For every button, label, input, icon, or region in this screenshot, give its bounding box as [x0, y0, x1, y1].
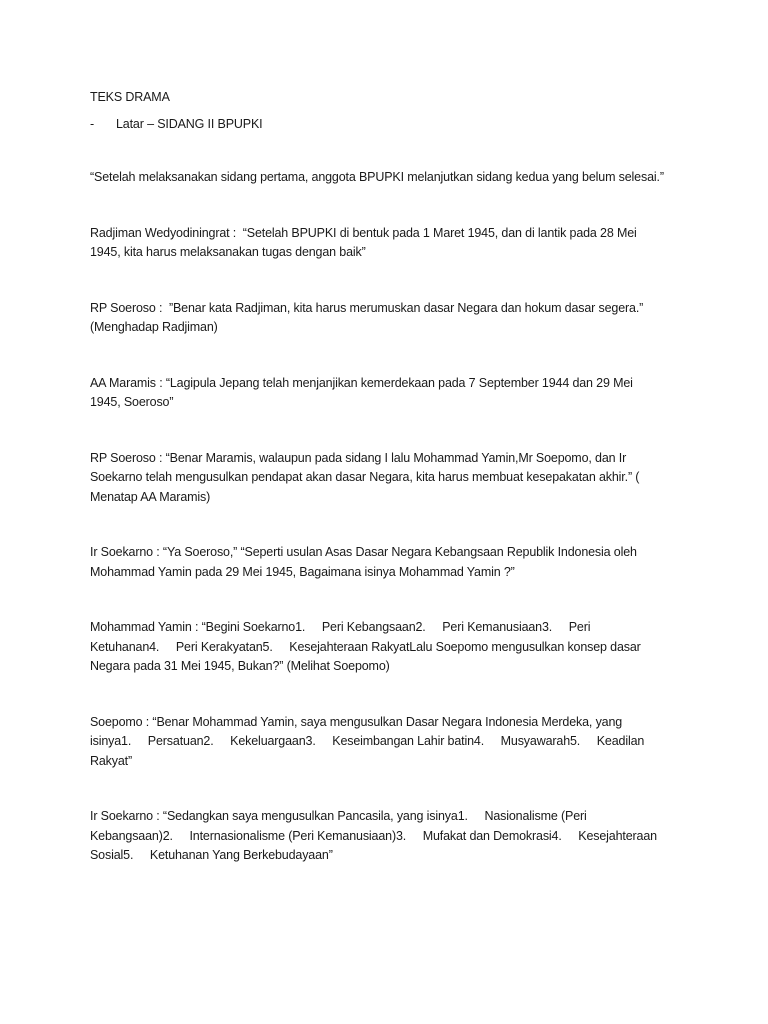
dialogue-line: Radjiman Wedyodiningrat : “Setelah BPUPKI di bentuk pada 1 Maret 1945, dan di lantik pada 28 Mei: [90, 225, 637, 240]
dialogue-line: RP Soeroso : ”Benar kata Radjiman, kita harus merumuskan dasar Negara dan hokum dasar segera.”: [90, 300, 644, 315]
dialogue-paragraph: [90, 807, 690, 866]
dialogue-line: isinya1. Persatuan2. Kekeluargaan3. Keseimbangan Lahir batin4. Musyawarah5. Keadilan: [90, 734, 645, 748]
dialogue-line: Mohammad Yamin pada 29 Mei 1945, Bagaimana isinya Mohammad Yamin ?”: [90, 564, 515, 579]
dialogue-line: Ir Soekarno : “Sedangkan saya mengusulkan Pancasila, yang isinya1. Nasionalisme (Peri: [90, 809, 587, 823]
dialogue-paragraph: [90, 374, 690, 413]
dialogue-line: Soekarno telah mengusulkan pendapat akan dasar Negara, kita harus membuat kesepakatan akhir.” (: [90, 470, 640, 484]
dialogue-line: 1945, kita harus melaksanakan tugas dengan baik”: [90, 245, 366, 259]
dialogue-line: Menatap AA Maramis): [90, 489, 211, 504]
dialogue-line: AA Maramis : “Lagipula Jepang telah menjanjikan kemerdekaan pada 7 September 1944 dan 29 Mei: [90, 375, 633, 390]
dialogue-paragraph: [90, 299, 690, 338]
document-page: [90, 88, 690, 866]
setting-text: Latar – SIDANG II BPUPKI: [116, 116, 263, 131]
dialogue-paragraph: [90, 618, 690, 677]
dialogue-line: Negara pada 31 Mei 1945, Bukan?” (Melihat Soepomo): [90, 659, 390, 673]
dialogue-line: Ir Soekarno : “Ya Soeroso,” “Seperti usulan Asas Dasar Negara Kebangsaan Republik Indonesia oleh: [90, 545, 637, 559]
dialogue-line: 1945, Soeroso”: [90, 395, 174, 409]
dialogue-paragraph: [90, 449, 690, 508]
document-title: TEKS DRAMA: [90, 90, 170, 104]
dialogue-line: Soepomo : “Benar Mohammad Yamin, saya mengusulkan Dasar Negara Indonesia Merdeka, yang: [90, 714, 623, 729]
dialogue-paragraph: [90, 713, 690, 772]
dialogue-line: Kebangsaan)2. Internasionalisme (Peri Kemanusiaan)3. Mufakat dan Demokrasi4. Kesejahteraan: [90, 828, 657, 843]
dialogue-paragraph: [90, 543, 690, 582]
setting-line: [90, 115, 690, 135]
dialogue-line: RP Soeroso : “Benar Maramis, walaupun pada sidang I lalu Mohammad Yamin,Mr Soepomo, dan Ir: [90, 450, 627, 465]
narration-paragraph: “Setelah melaksanakan sidang pertama, anggota BPUPKI melanjutkan sidang kedua yang belum selesai.”: [90, 170, 664, 184]
dialogue-line: (Menghadap Radjiman): [90, 320, 218, 334]
dialogue-line: Sosial5. Ketuhanan Yang Berkebudayaan”: [90, 848, 333, 862]
dialogue-line: Rakyat”: [90, 753, 133, 768]
dialogue-line: Ketuhanan4. Peri Kerakyatan5. Kesejahteraan RakyatLalu Soepomo mengusulkan konsep dasar: [90, 639, 641, 654]
dialogue-line: Mohammad Yamin : “Begini Soekarno1. Peri Kebangsaan2. Peri Kemanusiaan3. Peri: [90, 620, 591, 634]
dialogue-paragraph: [90, 224, 690, 263]
setting-dash: -: [90, 116, 95, 131]
